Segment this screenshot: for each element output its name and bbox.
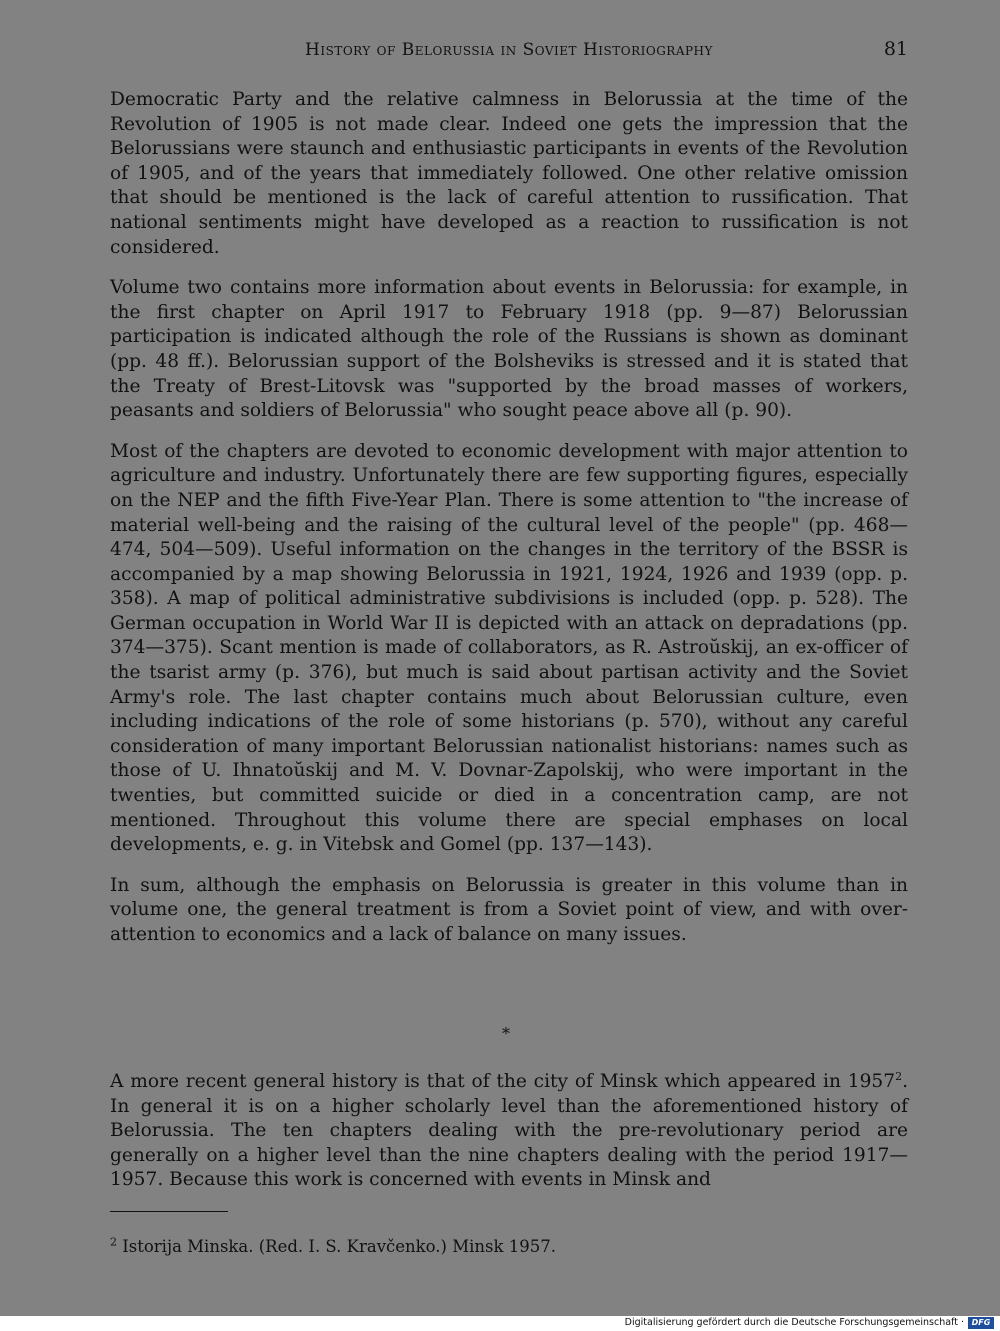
section-break-asterisk: * [502, 1024, 510, 1043]
footnote-marker: 2 [110, 1235, 117, 1249]
dfg-logo: DFG [968, 1317, 994, 1329]
running-title: History of Belorussia in Soviet Historiography [305, 40, 713, 60]
paragraph-5 [110, 1070, 908, 1193]
paragraph-4: In sum, although the emphasis on Belorussia is greater in this volume than in volume one, the general treatment is from a Soviet point of view, and with over-attention to economics and a lack of balance on many issues. [110, 874, 908, 945]
digitization-credit-bar [0, 1316, 1000, 1331]
paragraph-3: Most of the chapters are devoted to economic development with major attention to agriculture and industry. Unfortunately there are few supporting figures, especially on the NEP and the fifth Five-Year Plan. There is some attention to "the increase of material well-being and the raising of the cultural level of the people" (pp. 468—474, 504—509). Useful information on the changes in the territory of the BSSR is accompanied by a map showing Belorussia in 1921, 1924, 1926 and 1939 (opp. p. 358). A map of political administrative subdivisions is included (opp. p. 528). The German occupation in World War II is depicted with an attack on depradations (pp. 374—375). Scant mention is made of collaborators, as R. Astroŭskij, an ex-officer of the tsarist army (p. 376), but much is said about partisan activity and the Soviet Army's role. The last chapter contains much about Belorussian culture, even including indications of the role of some historians (p. 570), without any careful consideration of many important Belorussian nationalist historians: names such as those of U. Ihnatoŭskij and M. V. Dovnar-Zapolskij, who were important in the twenties, but committed suicide or died in a concentration camp, are not mentioned. Throughout this volume there are special emphases on local developments, e. g. in Vitebsk and Gomel (pp. 137—143). [110, 440, 908, 856]
footnote [110, 1236, 908, 1258]
paragraph-2: Volume two contains more information about events in Belorussia: for example, in the first chapter on April 1917 to February 1918 (pp. 9—87) Belorussian participation is indicated although the role of the Russians is shown as dominant (pp. 48 ff.). Belorussian support of the Bolsheviks is stressed and it is stated that the Treaty of Brest-Litovsk was "supported by the broad masses of workers, peasants and soldiers of Belorussia" who sought peace above all (p. 90). [110, 277, 908, 422]
running-head [110, 40, 908, 64]
digitization-credit: Digitalisierung gefördert durch die Deutsche Forschungsgemeinschaft · [624, 1317, 964, 1328]
paragraph-5-text-after: . In general it is on a higher scholarly level than the aforementioned history of Belorussia. The ten chapters dealing with the pre-revolutionary period are generally on a higher level than the nine chapters dealing with the period 1917—1957. Because this work is concerned with events in Minsk and [110, 1071, 908, 1191]
body-text-continued [110, 1070, 908, 1209]
footnote-divider [110, 1211, 228, 1212]
paragraph-1: Democratic Party and the relative calmness in Belorussia at the time of the Revolution of 1905 is not made clear. Indeed one gets the impression that the Belorussians were staunch and enthusiastic participants in events of the Revolution of 1905, and of the years that immediately followed. One other relative omission that should be mentioned is the lack of careful attention to russification. That national sentiments might have developed as a reaction to russification is not considered. [110, 89, 908, 258]
footnote-text: Istorija Minska. (Red. I. S. Kravčenko.) Minsk 1957. [117, 1237, 556, 1256]
footnote-reference: 2 [895, 1069, 903, 1083]
body-text [110, 88, 908, 964]
page-number: 81 [883, 38, 908, 60]
paragraph-5-text-before: A more recent general history is that of the city of Minsk which appeared in 1957 [110, 1071, 896, 1092]
